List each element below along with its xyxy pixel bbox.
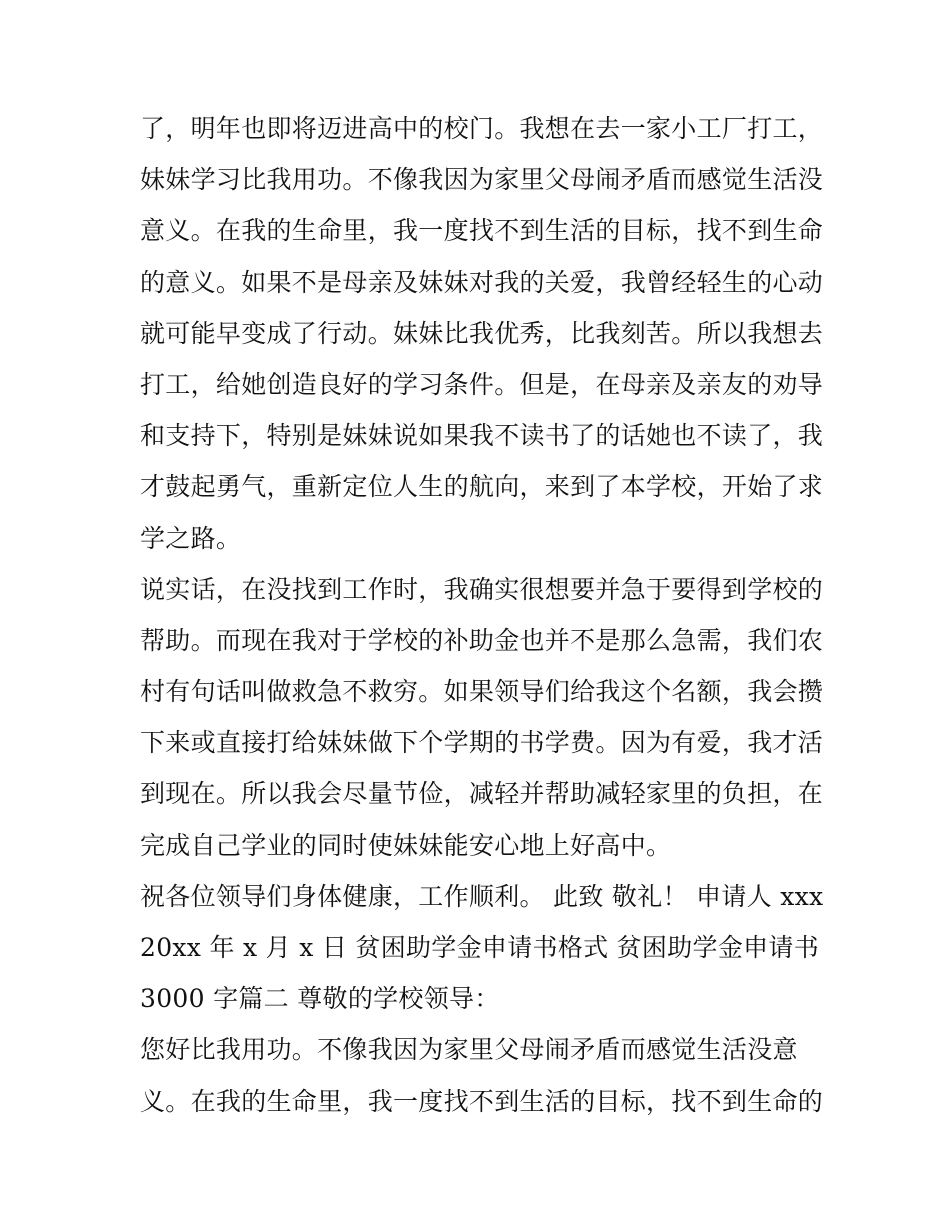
text-line: 3000 字篇二 尊敬的学校领导： <box>140 984 500 1014</box>
text-line: 您好比我用功。不像我因为家里父母闹矛盾而感觉生活没意 <box>140 1035 798 1065</box>
text-line: 帮助。而现在我对于学校的补助金也并不是那么急需，我们农 <box>140 625 824 655</box>
text-line: 妹妹学习比我用功。不像我因为家里父母闹矛盾而感觉生活没 <box>140 165 824 195</box>
text-line: 了，明年也即将迈进高中的校门。我想在去一家小工厂打工， <box>140 114 824 143</box>
text-line: 就可能早变成了行动。妹妹比我优秀，比我刻苦。所以我想去 <box>140 318 824 348</box>
text-line: 说实话，在没找到工作时，我确实很想要并急于要得到学校的 <box>140 574 824 604</box>
text-line: 20xx 年 x 月 x 日 贫困助学金申请书格式 贫困助学金申请书 <box>140 933 820 962</box>
text-line: 意义。在我的生命里，我一度找不到生活的目标，找不到生命 <box>140 216 824 246</box>
text-line: 的意义。如果不是母亲及妹妹对我的关爱，我曾经轻生的心动 <box>140 267 824 297</box>
text-line: 打工，给她创造良好的学习条件。但是，在母亲及亲友的劝导 <box>140 369 824 399</box>
text-line: 下来或直接打给妹妹做下个学期的书学费。因为有爱，我才活 <box>140 728 824 758</box>
text-line: 村有句话叫做救急不救穷。如果领导们给我这个名额，我会攒 <box>140 677 824 707</box>
text-line: 学之路。 <box>140 523 242 553</box>
text-line: 到现在。所以我会尽量节俭，减轻并帮助减轻家里的负担，在 <box>140 779 824 809</box>
text-line: 才鼓起勇气，重新定位人生的航向，来到了本学校，开始了求 <box>140 472 824 502</box>
text-line: 义。在我的生命里，我一度找不到生活的目标，找不到生命的 <box>140 1086 824 1116</box>
text-line: 祝各位领导们身体健康，工作顺利。 此致 敬礼！ 申请人 xxx <box>140 881 824 911</box>
body-text <box>140 103 840 1127</box>
text-line: 和支持下，特别是妹妹说如果我不读书了的话她也不读了，我 <box>140 421 824 451</box>
text-line: 完成自己学业的同时使妹妹能安心地上好高中。 <box>140 830 672 860</box>
